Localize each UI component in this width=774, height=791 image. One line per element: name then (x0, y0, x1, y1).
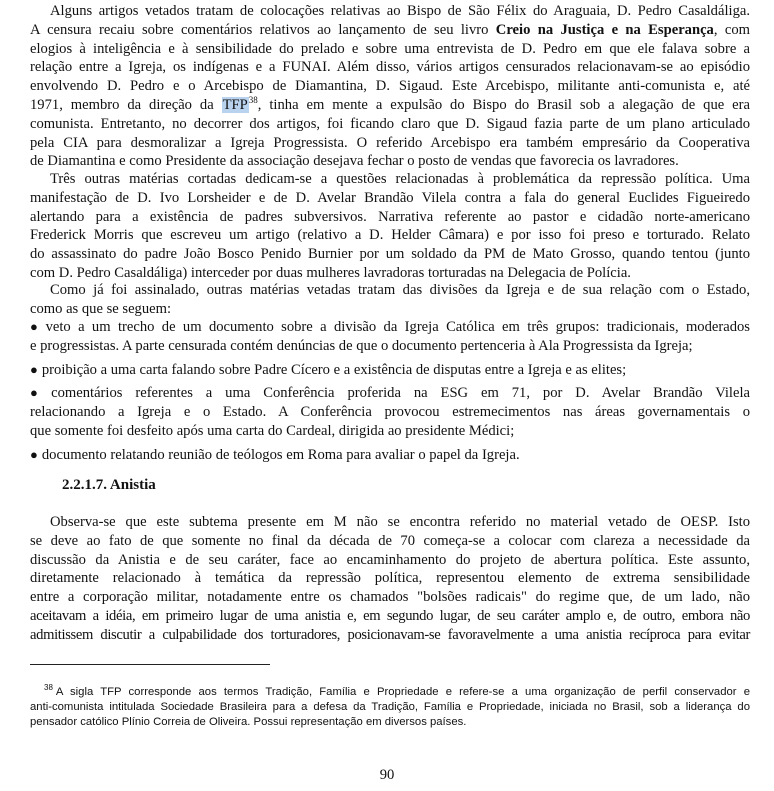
paragraph-line: diretamente relacionado à temática da repressão política, representou elemento de extrema sensibilidade (30, 570, 750, 587)
bullet-list (30, 318, 750, 470)
line-text: , com (713, 21, 750, 38)
highlighted-tfp[interactable]: TFP (222, 96, 248, 113)
footnote-divider (30, 664, 270, 665)
paragraph-line: com D. Pedro Casaldáliga) interceder por duas mulheres lavradoras torturadas na Delegacia de Polícia. (30, 264, 631, 281)
paragraph-line: admitissem discutir a culpabilidade dos torturadores, posicionavam-se favoravelmente a uma anistia recíproca para evitar (30, 626, 750, 643)
paragraph-repressao (30, 170, 750, 283)
paragraph-line: manifestação de D. Ivo Lorsheider e de D. Avelar Brandão Vilela contra a fala do general Euclides Figueiredo (30, 189, 750, 206)
bullet-text: documento relatando reunião de teólogos em Roma para avaliar o papel da Igreja. (41, 446, 520, 463)
paragraph-anistia (30, 513, 750, 645)
bullet-line (30, 361, 750, 380)
footnote-reference[interactable]: 38 (248, 95, 258, 106)
footnote (30, 685, 750, 729)
footnote-number: 38 (44, 683, 53, 693)
bullet-icon: ● (30, 319, 42, 334)
paragraph-bispo-sao-felix (30, 2, 750, 171)
paragraph-line (30, 96, 750, 115)
line-text: A censura recaiu sobre comentários relativos ao lançamento de seu livro (30, 21, 496, 38)
bullet-line (30, 446, 750, 465)
section-heading: 2.2.1.7. Anistia (62, 477, 156, 493)
paragraph-line: relação entre a Igreja, os indígenas e a FUNAI. Além disso, vários artigos censurados relacionavam-se ao episódio (30, 59, 750, 76)
bullet-text: proibição a uma carta falando sobre Padre Cícero e a existência de disputas entre a Igreja e as elites; (41, 361, 627, 378)
paragraph-line: pela CIA para desmoralizar a Igreja Progressista. O referido Arcebispo era também empresário da Cooperativa (30, 134, 750, 151)
footnote-line (30, 685, 750, 700)
line-text: , tinha em mente a expulsão do Bispo do Brasil sob a alegação de que era (257, 96, 750, 113)
bullet-line: e progressistas. A parte censurada contém denúncias de que o documento pertenceria à Ala Progressista da Igreja; (30, 337, 693, 354)
paragraph-line: elogios à inteligência e à sensibilidade do prelado e sobre uma entrevista de D. Pedro em que ele falava sobre a (30, 40, 750, 57)
footnote-line: pensador católico Plínio Correia de Oliveira. Possui representação em diversos países. (30, 715, 467, 728)
bullet-line: que somente foi desfeito após uma carta do Cardeal, dirigida ao presidente Médici; (30, 422, 515, 439)
line-text: 1971, membro da direção da (30, 96, 222, 113)
paragraph-line: comunista. Entretanto, no decorrer dos artigos, foi ficando claro que D. Sigaud fazia parte de um plano articulado (30, 115, 750, 132)
bullet-line: relacionando a Igreja e o Estado. A Conferência provocou estremecimentos nas áreas governamentais o (30, 404, 750, 421)
paragraph-line: entre a corporação militar, notadamente entre os chamados "bolsões radicais" do regime que, de um lado, não (30, 589, 750, 606)
paragraph-line: aceitavam a idéia, em primeiro lugar de uma anistia e, em segundo lugar, de seu caráter amplo e, de outro, embora não (30, 607, 750, 624)
paragraph-line (30, 21, 750, 40)
paragraph-divisoes-igreja (30, 281, 750, 319)
paragraph-line: de Diamantina e como Presidente da associação desejava fechar o posto de vendas que favorecia os lavradores. (30, 153, 679, 170)
paragraph-line: do assassinato do padre João Bosco Penido Burnier por um soldado da PM de Mato Grosso, quando tentou (junto (30, 246, 750, 263)
paragraph-line: Três outras matérias cortadas dedicam-se a questões relacionadas à problemática da repressão política. Uma (50, 171, 750, 187)
paragraph-line: se deve ao fato de que somente no final da década de 70 começa-se a colocar com clareza a necessidade da (30, 532, 750, 549)
bullet-text: comentários referentes a uma Conferência proferida na ESG em 71, por D. Avelar Brandão Vilela (51, 385, 750, 402)
paragraph-line: discussão da Anistia e de seu caráter, face ao encaminhamento do projeto de abertura política. Este assunto, (30, 551, 750, 568)
paragraph-line: Observa-se que este subtema presente em M não se encontra referido no material vetado de OESP. Isto (50, 514, 750, 530)
paragraph-line: alertando para a existência de padres subversivos. Narrativa referente ao pastor e cidadão norte-americano (30, 208, 750, 225)
paragraph-line: como as que se seguem: (30, 300, 172, 317)
paragraph-line: Como já foi assinalado, outras matérias vetadas tratam das divisões da Igreja e de sua relação com o Estado, (50, 282, 750, 298)
bullet-line (30, 384, 750, 403)
footnote-line: anti-comunista intitulada Sociedade Brasileira para a defesa da Tradição, Família e Propriedade, iniciada no Brasil, sob a liderança do (30, 700, 750, 713)
bullet-icon: ● (30, 385, 48, 401)
list-item (30, 361, 750, 380)
list-item (30, 384, 750, 440)
footnote-text: A sigla TFP corresponde aos termos Tradição, Família e Propriedade e refere-se a uma organização de perfil conservador e (55, 686, 750, 698)
paragraph-line: envolvendo D. Pedro e o Arcebispo de Diamantina, D. Sigaud. Este Arcebispo, militante anti-comunista e, até (30, 78, 750, 95)
bullet-icon: ● (30, 446, 38, 462)
paragraph-line: Alguns artigos vetados tratam de colocações relativas ao Bispo de São Félix do Araguaia, D. Pedro Casaldáliga. (50, 3, 750, 19)
list-item (30, 318, 750, 356)
book-title: Creio na Justiça e na Esperança (495, 21, 714, 38)
list-item (30, 446, 750, 465)
bullet-text: veto a um trecho de um documento sobre a divisão da Igreja Católica em três grupos: tradicionais, moderados (45, 319, 750, 335)
bullet-icon: ● (30, 361, 38, 377)
bullet-line (30, 318, 750, 337)
paragraph-line: Frederick Morris que escreveu um artigo (relativo a D. Helder Câmara) e por isso foi preso e torturado. Relato (30, 227, 750, 244)
page-number: 90 (379, 767, 395, 783)
